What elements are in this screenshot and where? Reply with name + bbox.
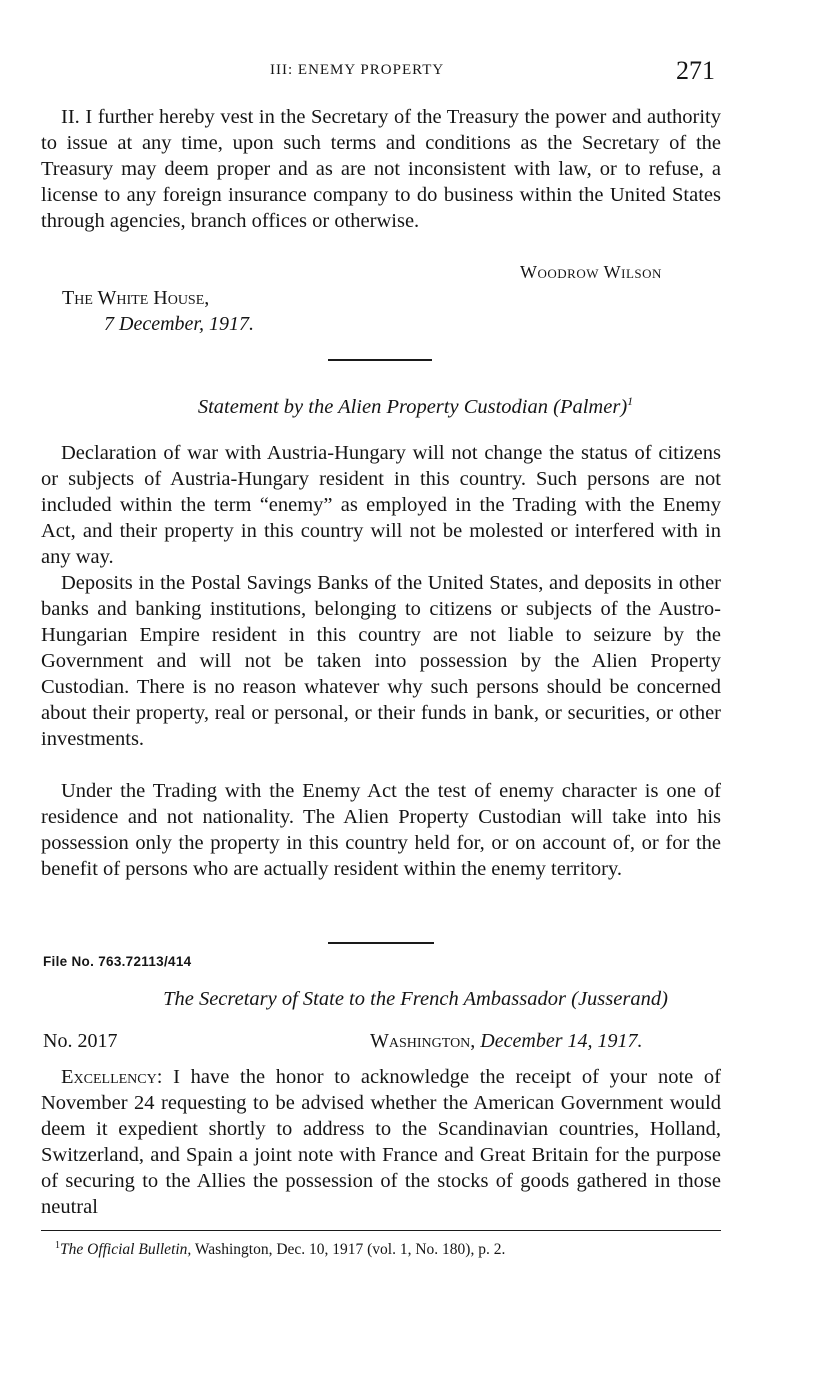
proclamation-paragraph: II. I further hereby vest in the Secretary of the Treasury the power and authority to issue at any time, upon such terms and conditions as the Secretary of the Treasury may deem proper and as are not inconsistent with law, or to refuse, a license to any foreign insurance company to do business within the United States through agencies, branch offices or otherwise. xyxy=(41,106,721,232)
letter-body-text: : I have the honor to acknowledge the receipt of your note of November 24 requesting to be advised whether the American Government would deem it expedient shortly to address to the Scandinavian countries, Holland, Switzerland, and Spain a joint note with France and Great Britain for the purpose of securing to the Allies the possession of the stocks of goods gathered in those neutral xyxy=(41,1066,721,1218)
statement-paragraph-1: Declaration of war with Austria-Hungary will not change the status of citizens or subjects of Austria-Hungary resident in this country. Such persons are not included within the term “enemy” as employed in the Trading with the Enemy Act, and their property in this country will not be molested or interfered with in any way. xyxy=(41,442,721,568)
statement-paragraph-2: Deposits in the Postal Savings Banks of the United States, and deposits in other banks and banking institutions, belonging to citizens or subjects of the Austro-Hungarian Empire resident in this country are not liable to seizure by the Government and will not be taken into possession by the Alien Property Custodian. There is no reason whatever why such persons should be concerned about their property, real or personal, or their funds in bank, or securities, or other investments. xyxy=(41,572,721,750)
file-number: File No. 763.72113/414 xyxy=(43,954,192,969)
dateline xyxy=(370,1030,642,1053)
statement-heading xyxy=(0,394,831,419)
signature: Woodrow Wilson xyxy=(520,262,662,282)
section-divider xyxy=(328,942,434,944)
dateline-place: Washington, xyxy=(370,1030,476,1052)
letter-body xyxy=(41,1064,721,1220)
letter-number: No. 2017 xyxy=(43,1030,118,1052)
page-number: 271 xyxy=(676,56,715,85)
statement-paragraph-3: Under the Trading with the Enemy Act the test of enemy character is one of residence and not nationality. The Alien Property Custodian will take into his possession only the property in this country held for, or on account of, or for the benefit of persons who are actually resident within the enemy territory. xyxy=(41,780,721,880)
footnote-citation: Washington, Dec. 10, 1917 (vol. 1, No. 180), p. 2. xyxy=(191,1241,506,1259)
statement-heading-close: ) xyxy=(620,395,628,418)
footnote xyxy=(55,1240,505,1259)
footnote-reference: 1 xyxy=(627,394,634,408)
letter-heading: The Secretary of State to the French Ambassador (Jusserand) xyxy=(163,988,668,1010)
footnote-marker: 1 xyxy=(55,1240,60,1251)
statement-heading-name: Palmer xyxy=(559,395,621,418)
running-head: III: ENEMY PROPERTY xyxy=(270,62,445,78)
salutation: Excellency xyxy=(61,1066,157,1088)
statement-heading-text: Statement by the Alien Property Custodian ( xyxy=(197,395,560,418)
section-divider xyxy=(328,359,432,361)
signing-place: The White House, xyxy=(62,287,210,309)
footnote-divider xyxy=(41,1230,721,1231)
footnote-source-title: The Official Bulletin, xyxy=(60,1241,192,1259)
signing-date: 7 December, 1917. xyxy=(104,313,254,335)
dateline-date: December 14, 1917. xyxy=(480,1030,643,1052)
